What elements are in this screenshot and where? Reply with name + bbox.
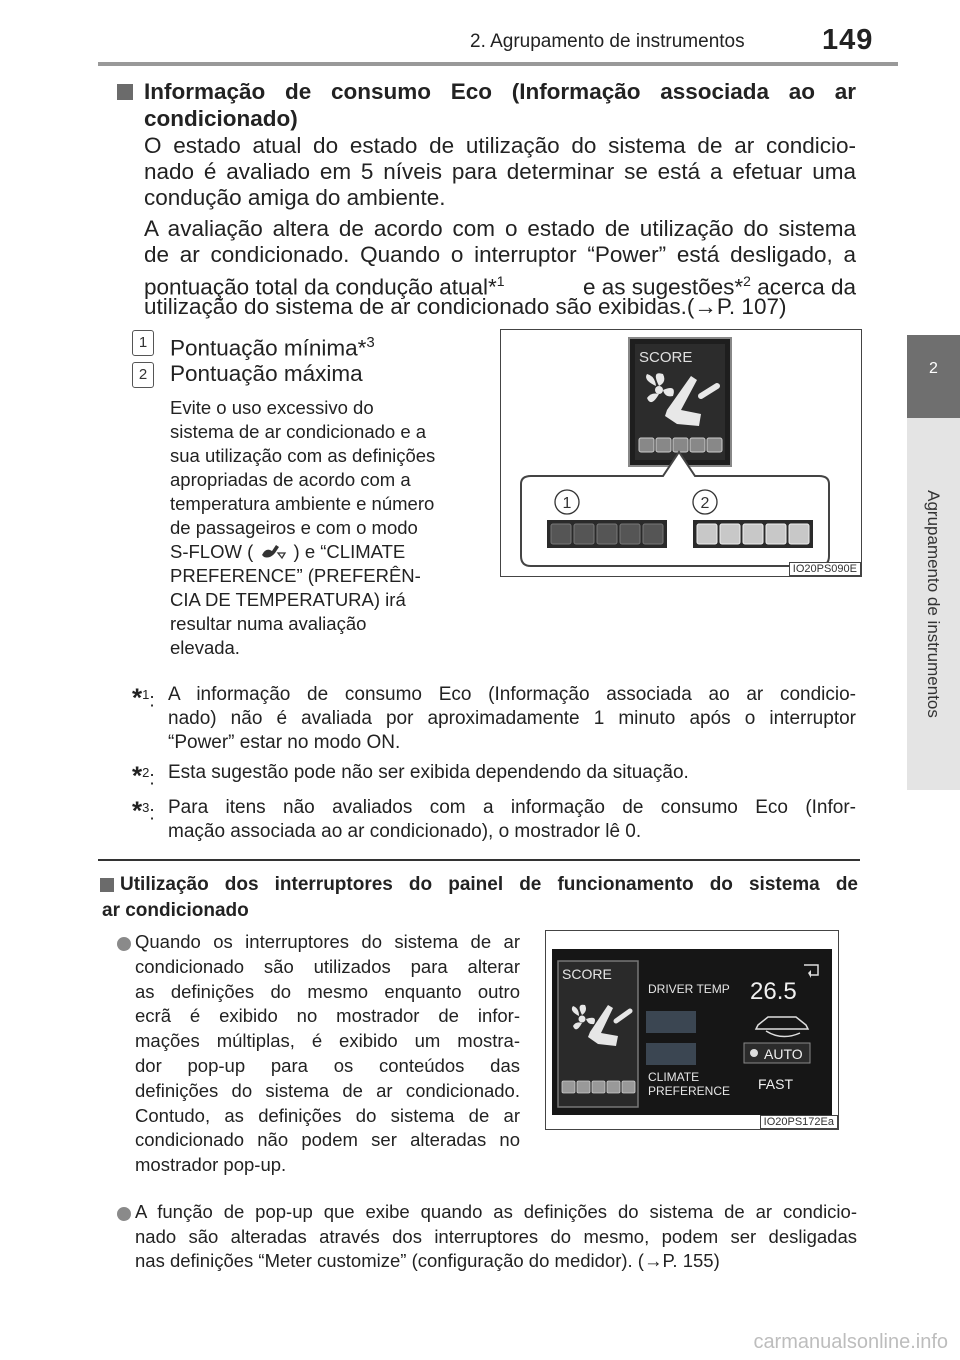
bullet1-text <box>135 930 520 1178</box>
screen-climate-value: FAST <box>758 1076 794 1092</box>
footnote-1 <box>132 683 856 755</box>
s-flow-icon <box>258 541 288 561</box>
section1-para2-line1: A avaliação altera de acordo com o estado de utilização do sistema <box>144 216 856 241</box>
bullet1-line: condicionado não podem ser alteradas no <box>135 1129 520 1151</box>
tip-line: sua utilização com as definições <box>170 445 436 466</box>
bullet-dot <box>117 937 131 951</box>
figure-score-display <box>500 329 862 577</box>
screen-driver-temp-label: DRIVER TEMP <box>648 982 730 996</box>
item-number-2: 2 <box>132 362 154 388</box>
section1-heading-line1: Informação de consumo Eco (Informação associada ao ar <box>144 79 856 104</box>
footnote-ref: 2 <box>743 273 751 289</box>
bullet2-text <box>135 1200 857 1274</box>
section1-para1-line2: nado é avaliado em 5 níveis para determinar se está a efetuar uma <box>144 159 856 184</box>
tip-line: apropriadas de acordo com a <box>170 469 411 490</box>
figure-id: IO20PS172Ea <box>760 1115 838 1129</box>
tip-line: PREFERENCE” (PREFERÊN- <box>170 565 421 586</box>
footnote-ref: 1 <box>496 273 505 289</box>
bullet2-line: nado são alteradas através dos interruptores do mesmo, podem ser desligadas <box>135 1225 857 1247</box>
section1-para2-line2: de ar condicionado. Quando o interruptor “Power” está desligado, a <box>144 242 856 267</box>
tip-line: temperatura ambiente e número <box>170 493 435 514</box>
screen-climate-line1: CLIMATE <box>648 1070 700 1084</box>
footnote-line: A informação de consumo Eco (Informação associada ao ar condicio- <box>168 684 856 705</box>
header-rule <box>98 62 898 66</box>
section1-para1-line1: O estado atual do estado de utilização do sistema de ar condicio- <box>144 133 856 158</box>
footnote-2 <box>132 760 856 791</box>
figure-marker-1: 1 <box>562 495 572 512</box>
footnote-3 <box>132 796 856 846</box>
bullet1-line: as definições do mesmo enquanto outro <box>135 980 520 1002</box>
footnote-star: * <box>132 760 143 791</box>
footnote-marker: *$^2$: <box>132 760 155 791</box>
text-run: S-FLOW ( <box>170 541 254 562</box>
footnote-marker: *$^3$: <box>132 795 155 826</box>
section1-para2-line4: utilização do sistema de ar condicionado são exibidas.(→P. 107) <box>144 294 787 319</box>
screen-auto-label: AUTO <box>764 1046 803 1062</box>
text-run: acerca da <box>750 274 856 300</box>
footnote-line: Esta sugestão pode não ser exibida dependendo da situação. <box>168 762 689 783</box>
footnote-star: * <box>132 795 143 826</box>
footnote-text <box>168 796 856 844</box>
footnote-ref: 3 <box>366 334 375 351</box>
footnote-number: 2 <box>142 765 150 780</box>
section-marker-square <box>117 84 133 100</box>
tip-line: elevada. <box>170 637 240 658</box>
footnote-line: “Power” estar no modo ON. <box>168 732 401 753</box>
screen-score-label: SCORE <box>562 966 612 982</box>
section1-heading-line2: condicionado) <box>144 106 298 131</box>
figure-id: IO20PS090E <box>789 562 861 576</box>
footnote-number: 3 <box>142 800 150 815</box>
tip-line: sistema de ar condicionado e a <box>170 421 427 442</box>
footnote-line: mação associada ao ar condicionado), o mostrador lê 0. <box>168 821 642 842</box>
figure-popup-display <box>545 930 839 1130</box>
figure-score-label: SCORE <box>639 349 693 366</box>
chapter-tab-title: Agrupamento de instrumentos <box>924 490 943 718</box>
screen-climate-line2: PREFERENCE <box>648 1084 731 1098</box>
bullet2-line: A função de pop-up que exibe quando as definições do sistema de ar condicio- <box>135 1201 857 1222</box>
score-illustration <box>501 330 861 576</box>
popup-illustration <box>546 931 838 1129</box>
bullet1-line: Contudo, as definições do sistema de ar <box>135 1104 520 1126</box>
footnote-line: nado) não é avaliada por aproximadamente 1 minuto após o interruptor <box>168 708 856 729</box>
footnote-line: Para itens não avaliados com a informação de consumo Eco (Infor- <box>168 797 856 818</box>
text-run: e as sugestões* <box>583 274 744 300</box>
page-number: 149 <box>822 24 874 56</box>
bullet1-line: condicionado são utilizados para alterar <box>135 955 520 977</box>
item-number-1: 1 <box>132 330 154 356</box>
section2-heading-line1: Utilização dos interruptores do painel de funcionamento do sistema de <box>120 874 858 895</box>
section-marker-square <box>100 878 114 892</box>
bullet1-line: definições do sistema de ar condicionado. <box>135 1079 520 1101</box>
section1-para1-line3: condução amiga do ambiente. <box>144 185 446 210</box>
footnote-star: * <box>132 682 143 713</box>
bullet1-line: mostrador pop-up. <box>135 1154 287 1176</box>
bullet1-line: mações múltiplas, é exibido um mostra- <box>135 1030 520 1052</box>
footnote-text <box>168 761 856 785</box>
figure-marker-2: 2 <box>700 495 710 512</box>
bullet1-line: dor pop-up para os conteúdos das <box>135 1054 520 1076</box>
item2-label: Pontuação máxima <box>170 361 363 386</box>
tip-line: CIA DE TEMPERATURA) irá <box>170 589 406 610</box>
footnote-number: 1 <box>142 687 150 702</box>
tip-text <box>170 396 480 660</box>
watermark: carmanualsonline.info <box>753 1331 948 1353</box>
running-header-title: 2. Agrupamento de instrumentos <box>470 31 745 52</box>
item1-label-text: Pontuação mínima* <box>170 335 367 361</box>
bullet1-line: ecrã é exibido no mostrador de infor- <box>135 1005 520 1027</box>
footnote-marker: *$^1$: <box>132 682 155 713</box>
section-divider <box>98 859 860 861</box>
chapter-tab-number: 2 <box>929 360 938 377</box>
bullet1-line: Quando os interruptores do sistema de ar <box>135 931 520 952</box>
footnote-text <box>168 683 856 755</box>
tip-line <box>170 540 480 564</box>
tip-line: resultar numa avaliação <box>170 613 367 634</box>
tip-line: Evite o uso excessivo do <box>170 397 374 418</box>
bullet-dot <box>117 1207 131 1221</box>
text-run: pontuação total da condução atual* <box>144 274 497 300</box>
bullet2-line: nas definições “Meter customize” (configuração do medidor). (→P. 155) <box>135 1250 720 1271</box>
section2-heading-line2: ar condicionado <box>102 900 249 921</box>
tip-line: de passageiros e com o modo <box>170 517 418 538</box>
screen-driver-temp-value: 26.5 <box>750 978 797 1005</box>
text-run: ) e “CLIMATE <box>293 541 406 562</box>
item1-label <box>170 330 375 362</box>
